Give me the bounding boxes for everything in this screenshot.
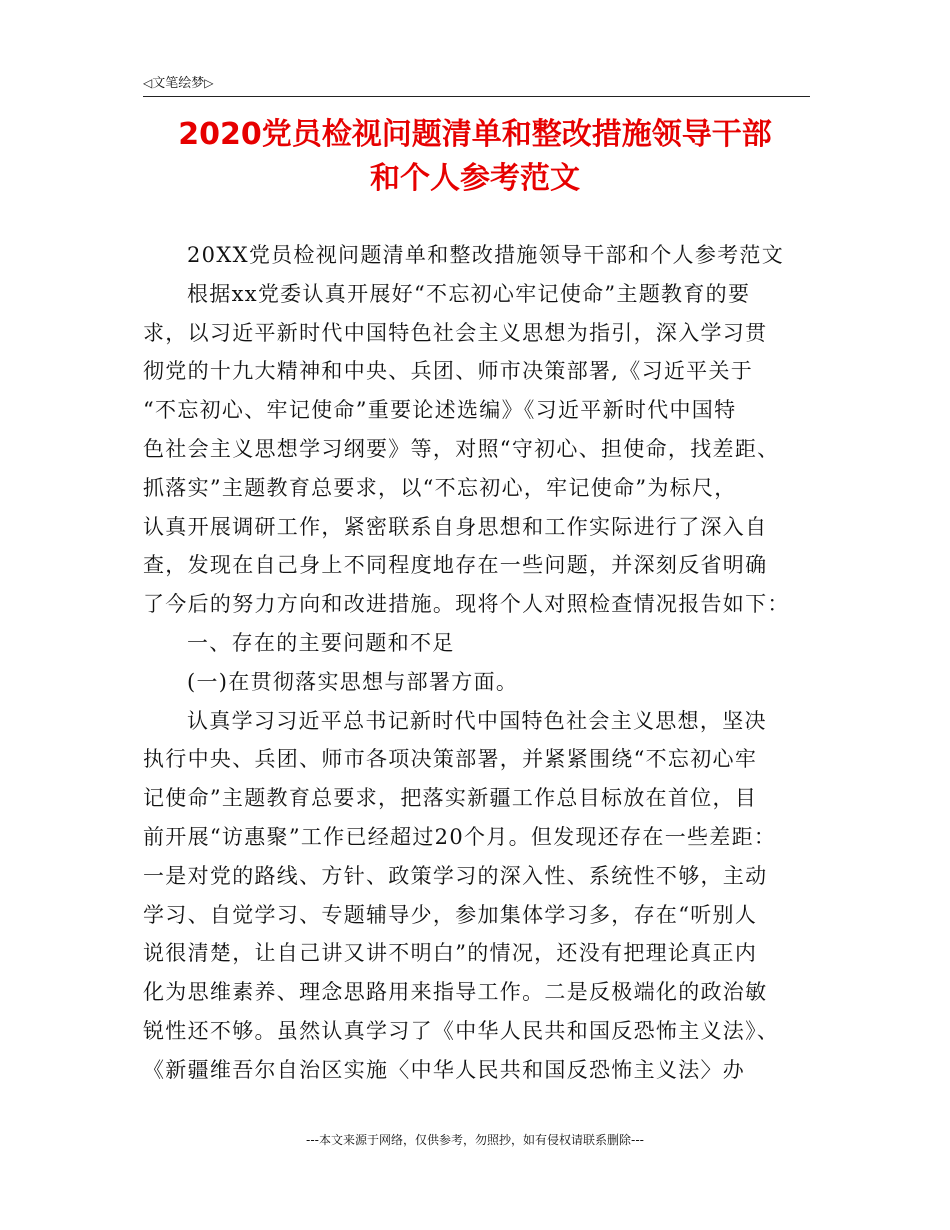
subsection-heading: (一)在贯彻落实思想与部署方面。: [187, 669, 519, 694]
body-line: 《新疆维吾尔自治区实施〈中华人民共和国反恐怖主义法〉办: [143, 1057, 746, 1082]
body-line: 认真学习习近平总书记新时代中国特色社会主义思想，坚决: [187, 708, 767, 733]
header-brand: [143, 74, 213, 93]
body-line: 化为思维素养、理念思路用来指导工作。二是反极端化的政治敏: [143, 980, 768, 1005]
body-line: 色社会主义思想学习纲要》等，对照“守初心、担使命，找差距、: [143, 436, 780, 461]
document-title-line-2: 和个人参考范文: [370, 161, 580, 196]
document-title-line-1: 2020党员检视问题清单和整改措施领导干部: [178, 117, 772, 152]
body-line: 20XX党员检视问题清单和整改措施领导干部和个人参考范文: [187, 243, 785, 267]
body-line: 说很清楚，让自己讲又讲不明白”的情况，还没有把理论真正内: [143, 941, 758, 966]
body-line: 求，以习近平新时代中国特色社会主义思想为指引，深入学习贯: [143, 320, 768, 345]
body-line: 了今后的努力方向和改进措施。现将个人对照检查情况报告如下：: [143, 592, 790, 617]
body-line: 前开展“访惠聚”工作已经超过20个月。但发现还存在一些差距：: [143, 824, 777, 849]
body-line: 抓落实”主题教育总要求，以“不忘初心，牢记使命”为标尺，: [143, 475, 737, 500]
right-triangle-icon: ▷: [204, 76, 214, 90]
body-line: 一是对党的路线、方针、政策学习的深入性、系统性不够，主动: [143, 863, 768, 888]
body-line: 记使命”主题教育总要求，把落实新疆工作总目标放在首位，目: [143, 786, 758, 811]
page-footer-disclaimer: ---本文来源于网络，仅供参考，勿照抄，如有侵权请联系删除---: [306, 1133, 644, 1147]
body-line: 根据xx党委认真开展好“不忘初心牢记使命”主题教育的要: [187, 281, 751, 306]
left-triangle-icon: ◁: [143, 76, 153, 90]
page-header: [143, 74, 810, 97]
section-heading: 一、存在的主要问题和不足: [187, 630, 455, 655]
body-line: 执行中央、兵团、师市各项决策部署，并紧紧围绕“不忘初心牢: [143, 747, 758, 772]
document-body: [143, 236, 813, 1090]
body-line: “不忘初心、牢记使命”重要论述选编》《习近平新时代中国特: [143, 398, 737, 423]
body-line: 认真开展调研工作，紧密联系自身思想和工作实际进行了深入自: [143, 514, 768, 539]
body-line: 查，发现在自己身上不同程度地存在一些问题，并深刻反省明确: [143, 553, 768, 578]
body-line: 锐性还不够。虽然认真学习了《中华人民共和国反恐怖主义法》、: [143, 1018, 780, 1043]
brand-name: 文笔绘梦: [152, 76, 205, 91]
body-line: 学习、自觉学习、专题辅导少，参加集体学习多，存在“听别人: [143, 902, 758, 927]
body-line: 彻党的十九大精神和中央、兵团、师市决策部署,《习近平关于: [143, 359, 754, 384]
